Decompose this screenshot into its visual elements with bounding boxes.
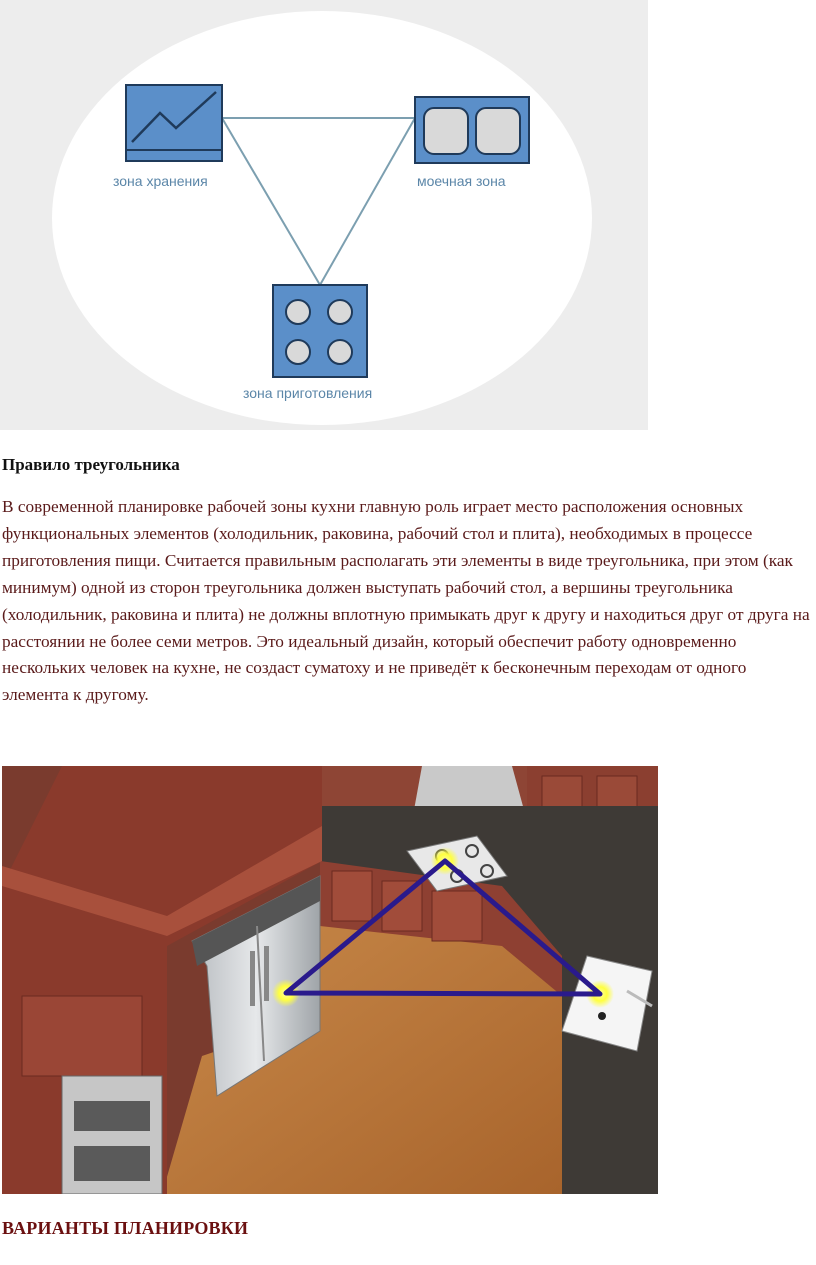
washing-zone-label: моечная зона — [417, 173, 506, 189]
cooking-zone-label: зона приготовления — [243, 385, 373, 401]
washing-zone-icon — [415, 97, 529, 163]
cooking-zone-icon — [273, 285, 367, 377]
triangle-rule-heading: Правило треугольника — [2, 455, 180, 474]
storage-zone-label: зона хранения — [113, 173, 208, 189]
triangle-rule-paragraph: В современной планировке рабочей зоны кухни главную роль играет место расположения основных функциональных элементов (холодильник, раковина, рабочий стол и плита), необходимых в процессе приготовления пищи. Считается правильным располагать эти элементы в виде треугольника, при этом (как минимум) одной из сторон треугольника должен выступать рабочий стол, а вершины треугольника (холодильник, раковина и плита) не должны вплотную примыкать друг к другу и находиться друг от друга на расстоянии не более семи метров. Это идеальный дизайн, который обеспечит работу одновременно нескольких человек на кухне, не создаст суматоху и не приведёт к бесконечным переходам от одного элемента к другому. — [2, 497, 810, 705]
kitchen-illustration — [2, 766, 658, 1194]
layout-variants-heading: ВАРИАНТЫ ПЛАНИРОВКИ — [2, 1218, 249, 1238]
work-triangle-diagram — [0, 0, 648, 430]
storage-zone-icon — [126, 85, 222, 161]
